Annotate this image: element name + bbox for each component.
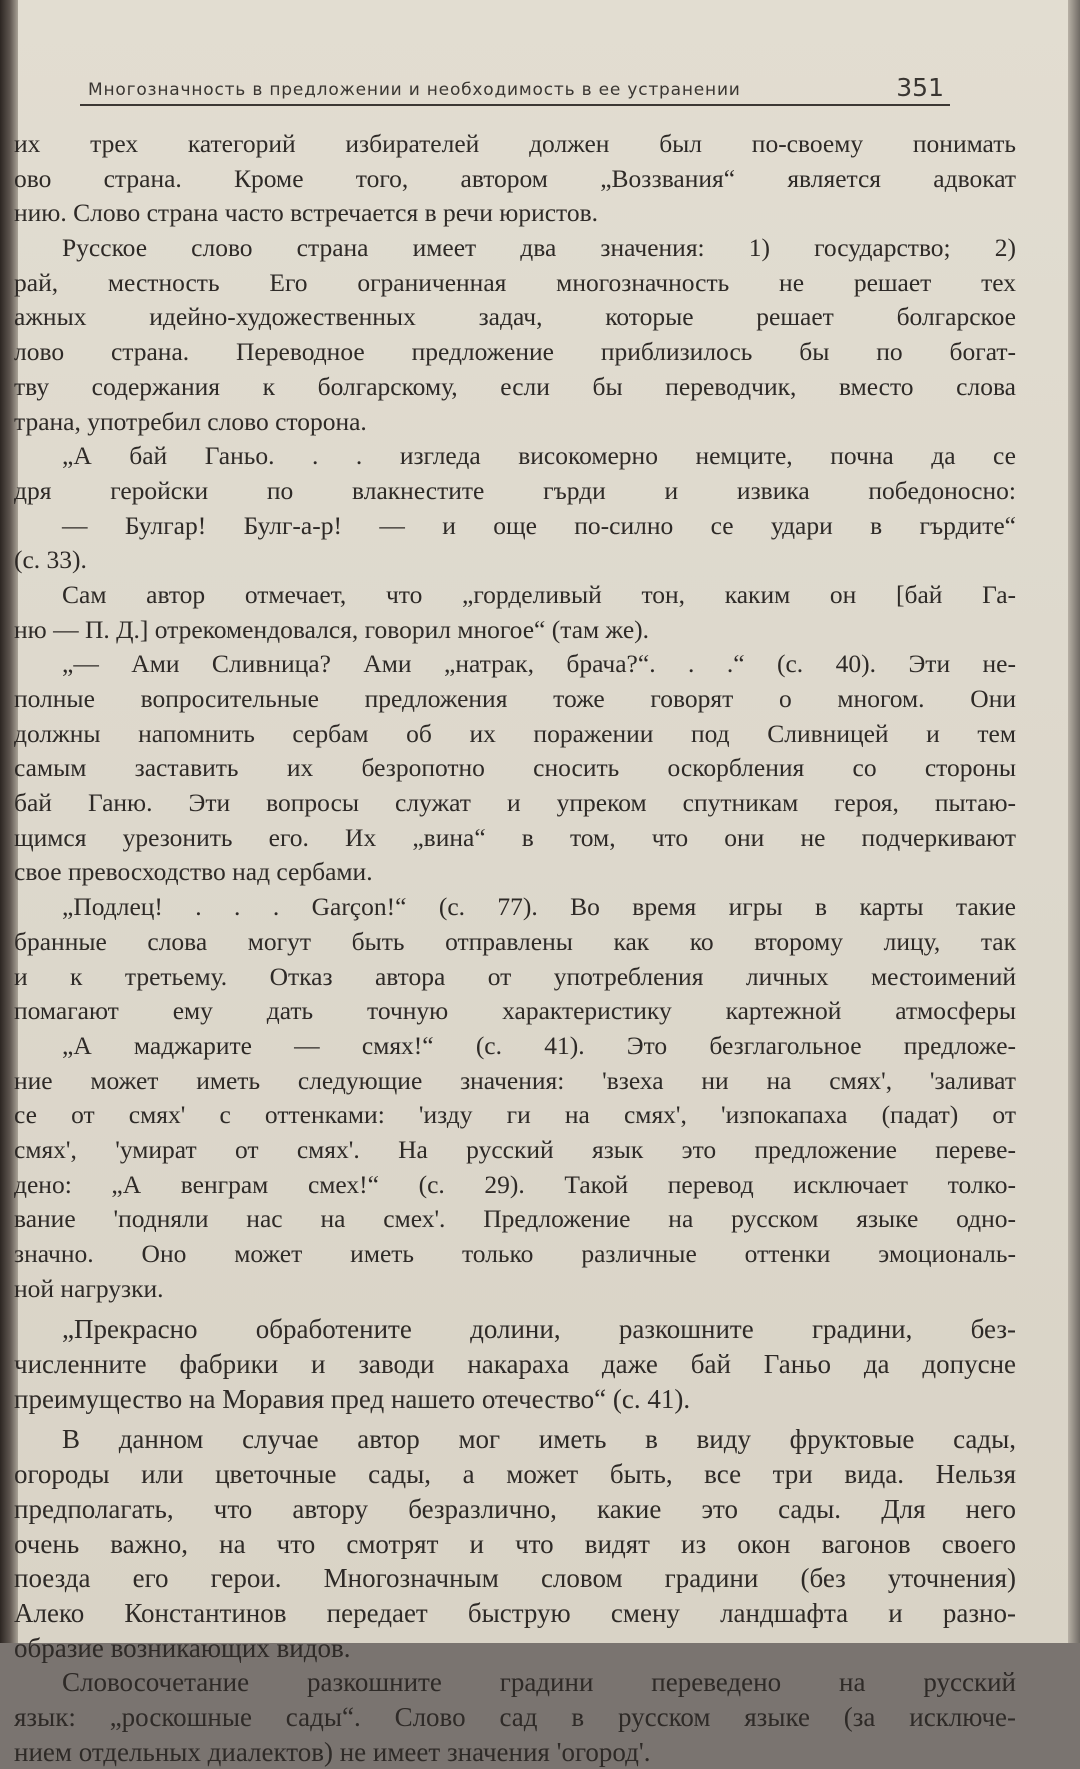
- text-line: значно. Оно может иметь только различные оттенки эмоциональ-: [14, 1239, 1016, 1268]
- text-line: ной нагрузки.: [14, 1273, 164, 1303]
- text-line: ню — П. Д.] отрекомендовался, говорил многое“ (там же).: [14, 614, 649, 644]
- text-line: их трех категорий избирателей должен был по-своему понимать: [14, 129, 1016, 158]
- text-line: бранные слова могут быть отправлены как ко второму лицу, так: [14, 926, 1016, 956]
- text-line: трана, употребил слово сторона.: [14, 406, 367, 436]
- text-line: нием отдельных диалектов) не имеет значения 'огород'.: [14, 1736, 651, 1767]
- text-line: „А маджарите — смях!“ (с. 41). Это безглагольное предложе-: [62, 1030, 1016, 1060]
- running-title: Многозначность в предложении и необходимость в ее устранении: [88, 80, 741, 100]
- text-line: полные вопросительные предложения тоже говорят о многом. Они: [14, 684, 1016, 713]
- text-line: дено: „А венграм смех!“ (с. 29). Такой перевод исключает толко-: [14, 1169, 1016, 1199]
- running-header: [80, 62, 950, 106]
- text-line: „Подлец! . . . Garçon!“ (с. 77). Во время игры в карты такие: [62, 892, 1016, 922]
- text-line: нию. Слово страна часто встречается в речи юристов.: [14, 198, 599, 228]
- text-line: Алеко Константинов передает быструю смену ландшафта и разно-: [14, 1597, 1016, 1628]
- text-line: преимущество на Моравия пред нашето отечество“ (с. 41).: [14, 1383, 691, 1414]
- text-line: щимся урезонить его. Их „вина“ в том, что они не подчеркивают: [14, 822, 1016, 852]
- text-line: дря геройски по влакнестите гърди и извика победоносно:: [14, 475, 1016, 505]
- text-line: свое превосходство над сербами.: [14, 857, 373, 887]
- text-line: численните фабрики и заводи накараха даже бай Ганьо да допусне: [14, 1349, 1016, 1380]
- text-line: язык: „роскошные сады“. Слово сад в русском языке (за исключе-: [14, 1701, 1016, 1732]
- text-line: Словосочетание разкошните градини переведено на русский: [62, 1667, 1016, 1698]
- text-line: образие возникающих видов.: [14, 1632, 351, 1663]
- text-line: рай, местность Его ограниченная многозначность не решает тех: [14, 267, 1016, 297]
- text-line: лово страна. Переводное предложение приблизилось бы по богат-: [14, 337, 1016, 367]
- page-number: 351: [896, 73, 944, 102]
- text-line: Русское слово страна имеет два значения: 1) государство; 2): [62, 233, 1016, 263]
- text-line: и к третьему. Отказ автора от употребления личных местоимений: [14, 961, 1016, 991]
- text-line: „— Ами Сливница? Ами „натрак, брача?“. . .“ (с. 40). Эти не-: [62, 649, 1016, 679]
- text-line: В данном случае автор мог иметь в виду фруктовые сады,: [62, 1424, 1016, 1455]
- text-line: се от смях' с оттенками: 'изду ги на смях', 'изпокапаха (падат) от: [14, 1100, 1016, 1130]
- text-line: Сам автор отмечает, что „горделивый тон, каким он [бай Га-: [62, 579, 1016, 609]
- text-line: вание 'подняли нас на смех'. Предложение на русском языке одно-: [14, 1204, 1016, 1234]
- text-line: ажных идейно-художественных задач, которые решает болгарское: [14, 302, 1016, 332]
- page-right-edge: [1068, 0, 1080, 1643]
- text-line: „Прекрасно обработените долини, разкошните градини, без-: [62, 1314, 1016, 1345]
- text-line: смях', 'умират от смях'. На русский язык это предложение переве-: [14, 1134, 1016, 1164]
- text-line: поезда его герои. Многозначным словом градини (без уточнения): [14, 1563, 1016, 1594]
- text-line: должны напомнить сербам об их поражении под Сливницей и тем: [14, 718, 1016, 748]
- text-line: тву содержания к болгарскому, если бы переводчик, вместо слова: [14, 371, 1016, 401]
- text-line: бай Ганю. Эти вопросы служат и упреком спутникам героя, пытаю-: [14, 788, 1016, 818]
- text-line: (с. 33).: [14, 545, 87, 575]
- text-line: самым заставить их безропотно сносить оскорбления со стороны: [14, 753, 1016, 783]
- text-line: — Булгар! Булг-а-р! — и още по-силно се удари в гърдите“: [62, 510, 1016, 540]
- text-line: ово страна. Кроме того, автором „Воззвания“ является адвокат: [14, 163, 1016, 193]
- text-line: „А бай Ганьо. . . изгледа високомерно немците, почна да се: [62, 441, 1016, 471]
- page-text: [14, 127, 1016, 1769]
- text-line: огороды или цветочные сады, а может быть, все три вида. Нельзя: [14, 1459, 1016, 1490]
- text-line: ние может иметь следующие значения: 'взеха ни на смях', 'заливат: [14, 1065, 1016, 1095]
- text-line: помагают ему дать точную характеристику картежной атмосферы: [14, 996, 1016, 1026]
- text-line: очень важно, на что смотрят и что видят из окон вагонов своего: [14, 1528, 1016, 1559]
- text-line: предполагать, что автору безразлично, какие это сады. Для него: [14, 1493, 1016, 1524]
